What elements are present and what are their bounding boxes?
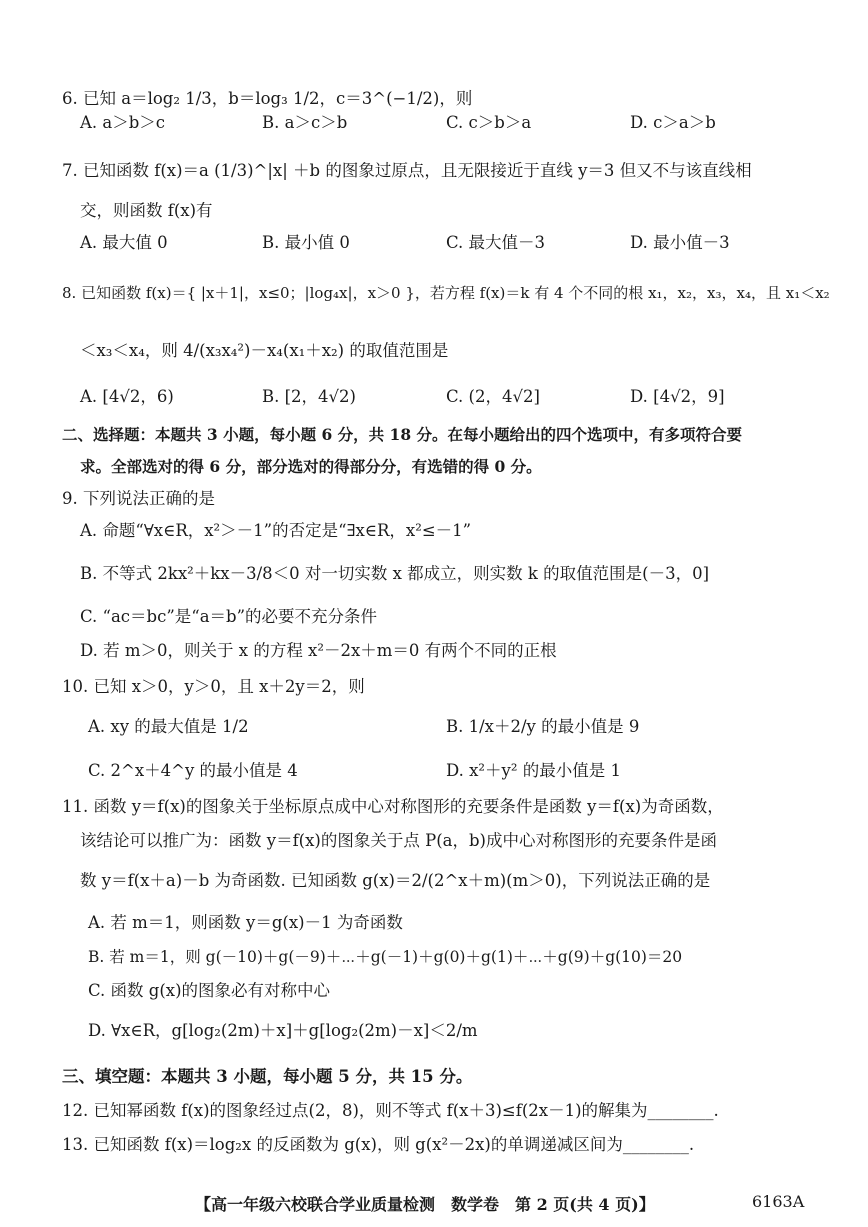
footer-title: 【高一年级六校联合学业质量检测 数学卷 第 2 页(共 4 页)】 <box>195 1195 655 1214</box>
question-7-option-c: C. 最大值－3 <box>446 233 546 252</box>
question-9-option-a: A. 命题“∀x∈R，x²＞－1”的否定是“∃x∈R，x²≤－1” <box>80 521 472 540</box>
question-11-line-2: 该结论可以推广为：函数 y＝f(x)的图象关于点 P(a，b)成中心对称图形的充要条件是函 <box>80 831 717 850</box>
question-6-option-b: B. a＞c＞b <box>262 113 348 132</box>
question-9-stem: 9. 下列说法正确的是 <box>62 489 215 508</box>
question-10-option-d: D. x²＋y² 的最小值是 1 <box>446 761 621 780</box>
question-10-option-c: C. 2^x＋4^y 的最小值是 4 <box>88 761 298 780</box>
section-2-heading-continued: 求。全部选对的得 6 分，部分选对的得部分分，有选错的得 0 分。 <box>80 457 542 476</box>
question-10-stem: 10. 已知 x＞0，y＞0，且 x＋2y＝2，则 <box>62 677 365 696</box>
question-11-line-1: 11. 函数 y＝f(x)的图象关于坐标原点成中心对称图形的充要条件是函数 y＝f(x)为奇函数， <box>62 797 724 816</box>
question-11-option-b: B. 若 m＝1，则 g(－10)＋g(－9)＋⋯＋g(－1)＋g(0)＋g(1)＋⋯＋g(9)＋g(10)＝20 <box>88 948 683 966</box>
question-9-option-d: D. 若 m＞0，则关于 x 的方程 x²－2x＋m＝0 有两个不同的正根 <box>80 641 557 660</box>
question-8-option-c: C. (2，4√2] <box>446 387 540 406</box>
question-10-option-b: B. 1/x＋2/y 的最小值是 9 <box>446 717 640 736</box>
question-7-stem-continued: 交，则函数 f(x)有 <box>80 201 213 220</box>
question-10-option-a: A. xy 的最大值是 1/2 <box>88 717 249 736</box>
question-12-stem: 12. 已知幂函数 f(x)的图象经过点(2，8)，则不等式 f(x＋3)≤f(2x－1)的解集为________. <box>62 1101 719 1120</box>
question-11-line-3: 数 y＝f(x＋a)－b 为奇函数. 已知函数 g(x)＝2/(2^x＋m)(m＞0)，下列说法正确的是 <box>80 871 711 890</box>
question-7-option-d: D. 最小值－3 <box>630 233 730 252</box>
question-6-option-a: A. a＞b＞c <box>80 113 166 132</box>
question-7-option-b: B. 最小值 0 <box>262 233 350 252</box>
question-7-stem: 7. 已知函数 f(x)＝a (1/3)^|x| ＋b 的图象过原点，且无限接近于直线 y＝3 但又不与该直线相 <box>62 161 752 180</box>
question-8-stem: 8. 已知函数 f(x)＝{ |x＋1|，x≤0；|log₄x|，x＞0 }，若方程 f(x)＝k 有 4 个不同的根 x₁，x₂，x₃，x₄，且 x₁＜x₂ <box>62 284 830 302</box>
question-6-option-d: D. c＞a＞b <box>630 113 716 132</box>
footer-code: 6163A <box>752 1192 805 1211</box>
section-3-heading: 三、填空题：本题共 3 小题，每小题 5 分，共 15 分。 <box>62 1067 473 1086</box>
question-11-option-d: D. ∀x∈R，g[log₂(2m)＋x]＋g[log₂(2m)－x]＜2/m <box>88 1021 478 1040</box>
question-8-option-a: A. [4√2，6) <box>80 387 174 406</box>
question-8-option-d: D. [4√2，9] <box>630 387 725 406</box>
question-9-option-c: C. “ac＝bc”是“a＝b”的必要不充分条件 <box>80 607 378 626</box>
question-8-stem-continued: ＜x₃＜x₄，则 4/(x₃x₄²)－x₄(x₁＋x₂) 的取值范围是 <box>80 341 449 360</box>
question-6-option-c: C. c＞b＞a <box>446 113 532 132</box>
question-13-stem: 13. 已知函数 f(x)＝log₂x 的反函数为 g(x)，则 g(x²－2x)的单调递减区间为________. <box>62 1135 695 1154</box>
question-11-option-a: A. 若 m＝1，则函数 y＝g(x)－1 为奇函数 <box>88 913 403 932</box>
question-8-option-b: B. [2，4√2) <box>262 387 356 406</box>
section-2-heading: 二、选择题：本题共 3 小题，每小题 6 分，共 18 分。在每小题给出的四个选项中，有多项符合要 <box>62 425 743 444</box>
question-6-stem: 6. 已知 a＝log₂ 1/3，b＝log₃ 1/2，c＝3^(−1/2)，则 <box>62 89 473 108</box>
question-11-option-c: C. 函数 g(x)的图象必有对称中心 <box>88 981 331 1000</box>
page-footer <box>0 1192 868 1216</box>
question-7-option-a: A. 最大值 0 <box>80 233 168 252</box>
question-9-option-b: B. 不等式 2kx²＋kx－3/8＜0 对一切实数 x 都成立，则实数 k 的取值范围是(－3，0] <box>80 564 710 583</box>
